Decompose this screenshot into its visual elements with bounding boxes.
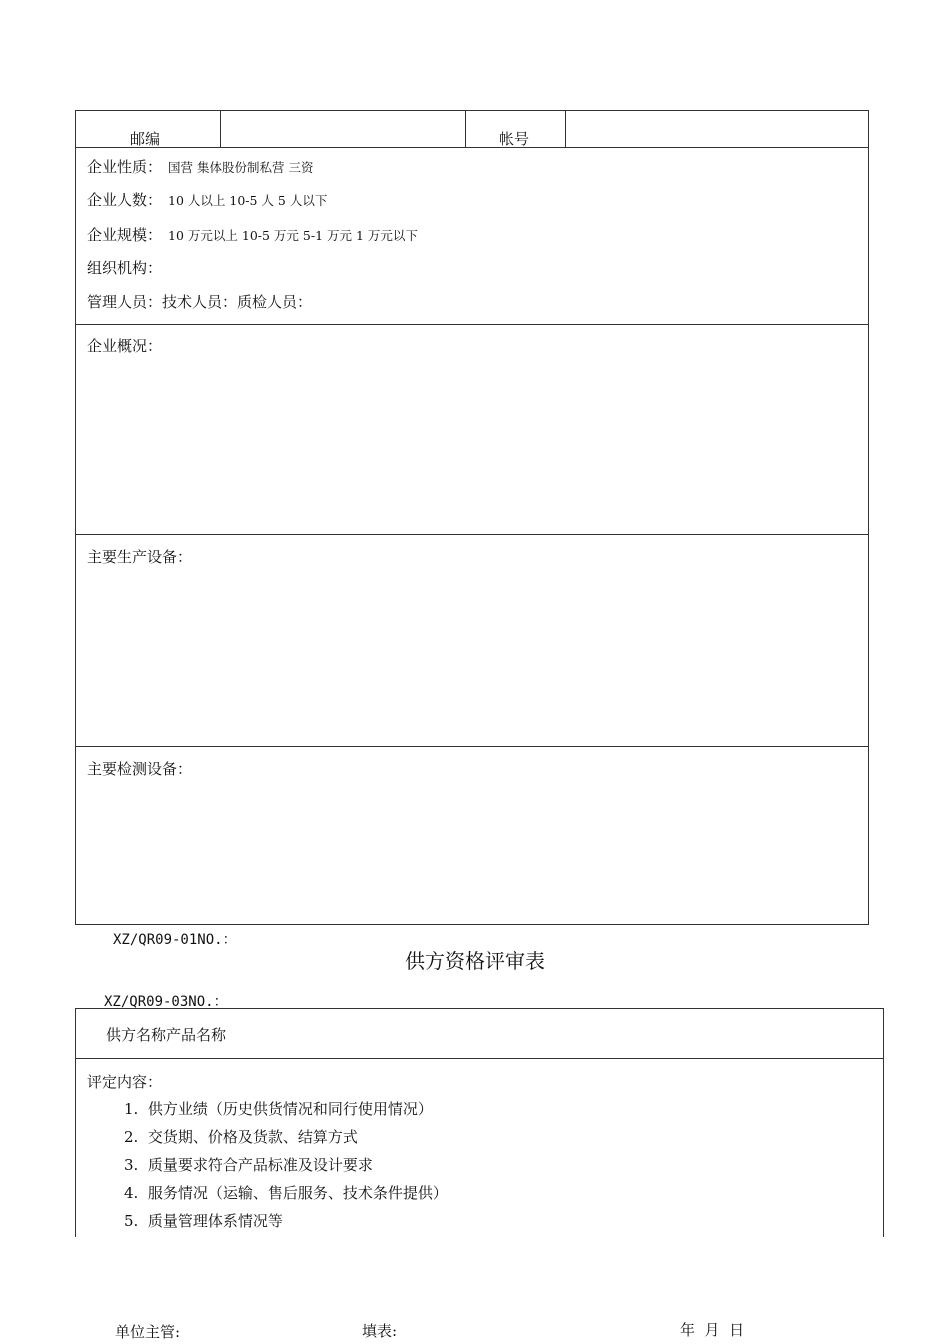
enterprise-overview-label: 企业概况： [87,337,163,355]
production-equipment-field[interactable] [80,570,864,742]
row-divider [75,324,869,325]
row-divider [75,1058,884,1059]
headcount-label: 企业人数： [87,191,163,209]
filler-signature-label: 填表: [362,1322,398,1340]
criteria-item: 5. 质量管理体系情况等 [124,1212,283,1230]
row-divider [75,534,869,535]
enterprise-overview-field[interactable] [80,358,864,530]
testing-equipment-field[interactable] [80,782,864,920]
scale-row [87,225,418,245]
organization-label: 组织机构： [87,259,163,277]
column-divider [220,110,221,148]
testing-equipment-label: 主要检测设备： [87,760,193,778]
criteria-item: 4. 服务情况（运输、售后服务、技术条件提供） [124,1184,448,1202]
table-left-border [75,1008,76,1237]
scale-options: 10 万元以上 10-5 万元 5-1 万元 1 万元以下 [168,228,418,243]
postal-code-label: 邮编 [130,130,161,148]
postal-code-field[interactable] [222,112,463,146]
criteria-item: 3. 质量要求符合产品标准及设计要求 [124,1156,373,1174]
supplier-product-name-row: 供方名称产品名称 [106,1026,227,1044]
criteria-item: 1. 供方业绩（历史供货情况和同行使用情况） [124,1100,433,1118]
form-title: 供方资格评审表 [405,949,545,973]
enterprise-nature-options: 国营 集体股份制私营 三资 [168,160,314,175]
supervisor-signature-label: 单位主管: [115,1323,181,1341]
row-divider [75,147,869,148]
headcount-row [87,190,327,210]
criteria-item: 2. 交货期、价格及货款、结算方式 [124,1128,358,1146]
row-divider [75,746,869,747]
table-top-border [75,1008,884,1009]
document-number: XZ/QR09-03NO.： [104,994,228,1010]
column-divider [465,110,466,148]
headcount-options: 10 人以上 10-5 人 5 人以下 [168,193,328,208]
column-divider [565,110,566,148]
staff-label: 管理人员：技术人员：质检人员： [87,293,313,311]
evaluation-criteria-label: 评定内容： [87,1073,163,1091]
table-right-border [883,1008,884,1237]
enterprise-nature-label: 企业性质： [87,158,163,176]
enterprise-nature-row [87,157,313,177]
production-equipment-label: 主要生产设备： [87,548,193,566]
account-number-label: 帐号 [499,130,530,148]
document-number: XZ/QR09-01NO.： [113,932,237,948]
scale-label: 企业规模： [87,226,163,244]
account-number-field[interactable] [567,112,867,146]
date-label: 年 月 日 [680,1321,745,1339]
